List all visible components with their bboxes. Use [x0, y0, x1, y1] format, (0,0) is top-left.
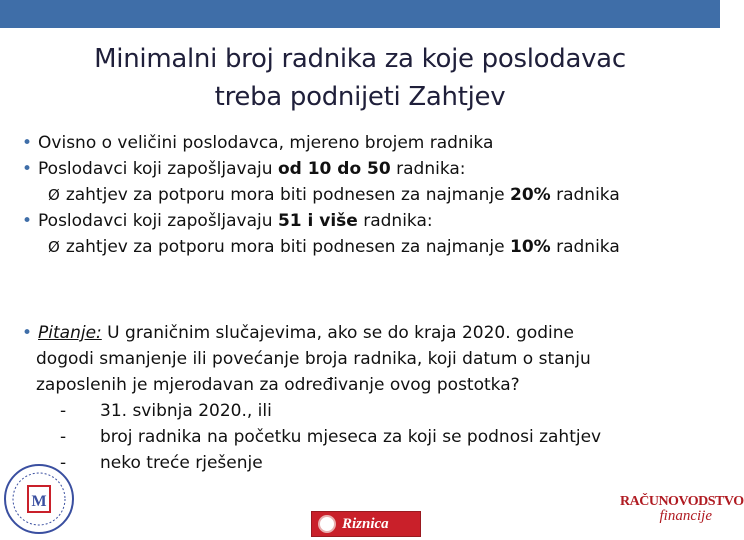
seal-icon [318, 515, 336, 533]
bullet-marker: • [22, 159, 33, 179]
bullet-bold: 51 i više [277, 211, 358, 231]
question-text: U graničnim slučajevima, ako se do kraja 2020. godine [101, 323, 574, 343]
bullet-item-2 [22, 156, 466, 182]
bullet-text: radnika: [390, 159, 466, 179]
sub-text: radnika [550, 237, 620, 257]
bullet-bold: od 10 do 50 [277, 159, 391, 179]
riznica-logo-text: Riznica [342, 515, 389, 532]
title-line-1: Minimalni broj radnika za koje poslodavac [94, 44, 626, 74]
arrow-icon: Ø [48, 186, 60, 204]
bullet-marker: • [22, 133, 33, 153]
bullet-text: Ovisno o veličini poslodavca, mjereno brojem radnika [38, 133, 494, 153]
dash-marker: - [60, 427, 67, 447]
svg-text:M: M [31, 493, 47, 510]
dash-marker: - [60, 453, 67, 473]
option-1: 31. svibnja 2020., ili [100, 401, 272, 421]
option-2: broj radnika na početku mjeseca za koji se podnosi zahtjev [100, 427, 602, 447]
question-line-1 [22, 320, 574, 346]
question-label: Pitanje: [38, 323, 102, 343]
option-3: neko treće rješenje [100, 453, 263, 473]
top-bar [0, 0, 720, 28]
bullet-text: Poslodavci koji zapošljavaju [38, 159, 278, 179]
racunovodstvo-logo [620, 494, 744, 538]
bullet-marker: • [22, 211, 33, 231]
title-line-2: treba podnijeti Zahtjev [214, 82, 506, 112]
bullet-marker: • [22, 323, 33, 343]
page-title [40, 40, 680, 116]
sub-bold: 20% [510, 185, 551, 205]
riznica-logo [311, 511, 421, 537]
dash-marker: - [60, 401, 67, 421]
question-line-2: dogodi smanjenje ili povećanje broja radnika, koji datum o stanju [36, 349, 591, 369]
sub-text: radnika [550, 185, 620, 205]
arrow-icon: Ø [48, 238, 60, 256]
sub-item-1 [48, 182, 620, 208]
bullet-item-1 [22, 130, 493, 156]
bullet-text: Poslodavci koji zapošljavaju [38, 211, 278, 231]
logo-line-2: financije [659, 508, 712, 524]
sub-bold: 10% [510, 237, 551, 257]
question-line-3: zaposlenih je mjerodavan za određivanje ovog postotka? [36, 375, 520, 395]
association-logo-icon [2, 462, 76, 536]
bullet-item-3 [22, 208, 433, 234]
sub-item-2 [48, 234, 620, 260]
bullet-text: radnika: [357, 211, 433, 231]
sub-text: zahtjev za potporu mora biti podnesen za najmanje [65, 185, 510, 205]
logo-line-1: RAČUNOVODSTVO [620, 494, 744, 509]
sub-text: zahtjev za potporu mora biti podnesen za najmanje [65, 237, 510, 257]
